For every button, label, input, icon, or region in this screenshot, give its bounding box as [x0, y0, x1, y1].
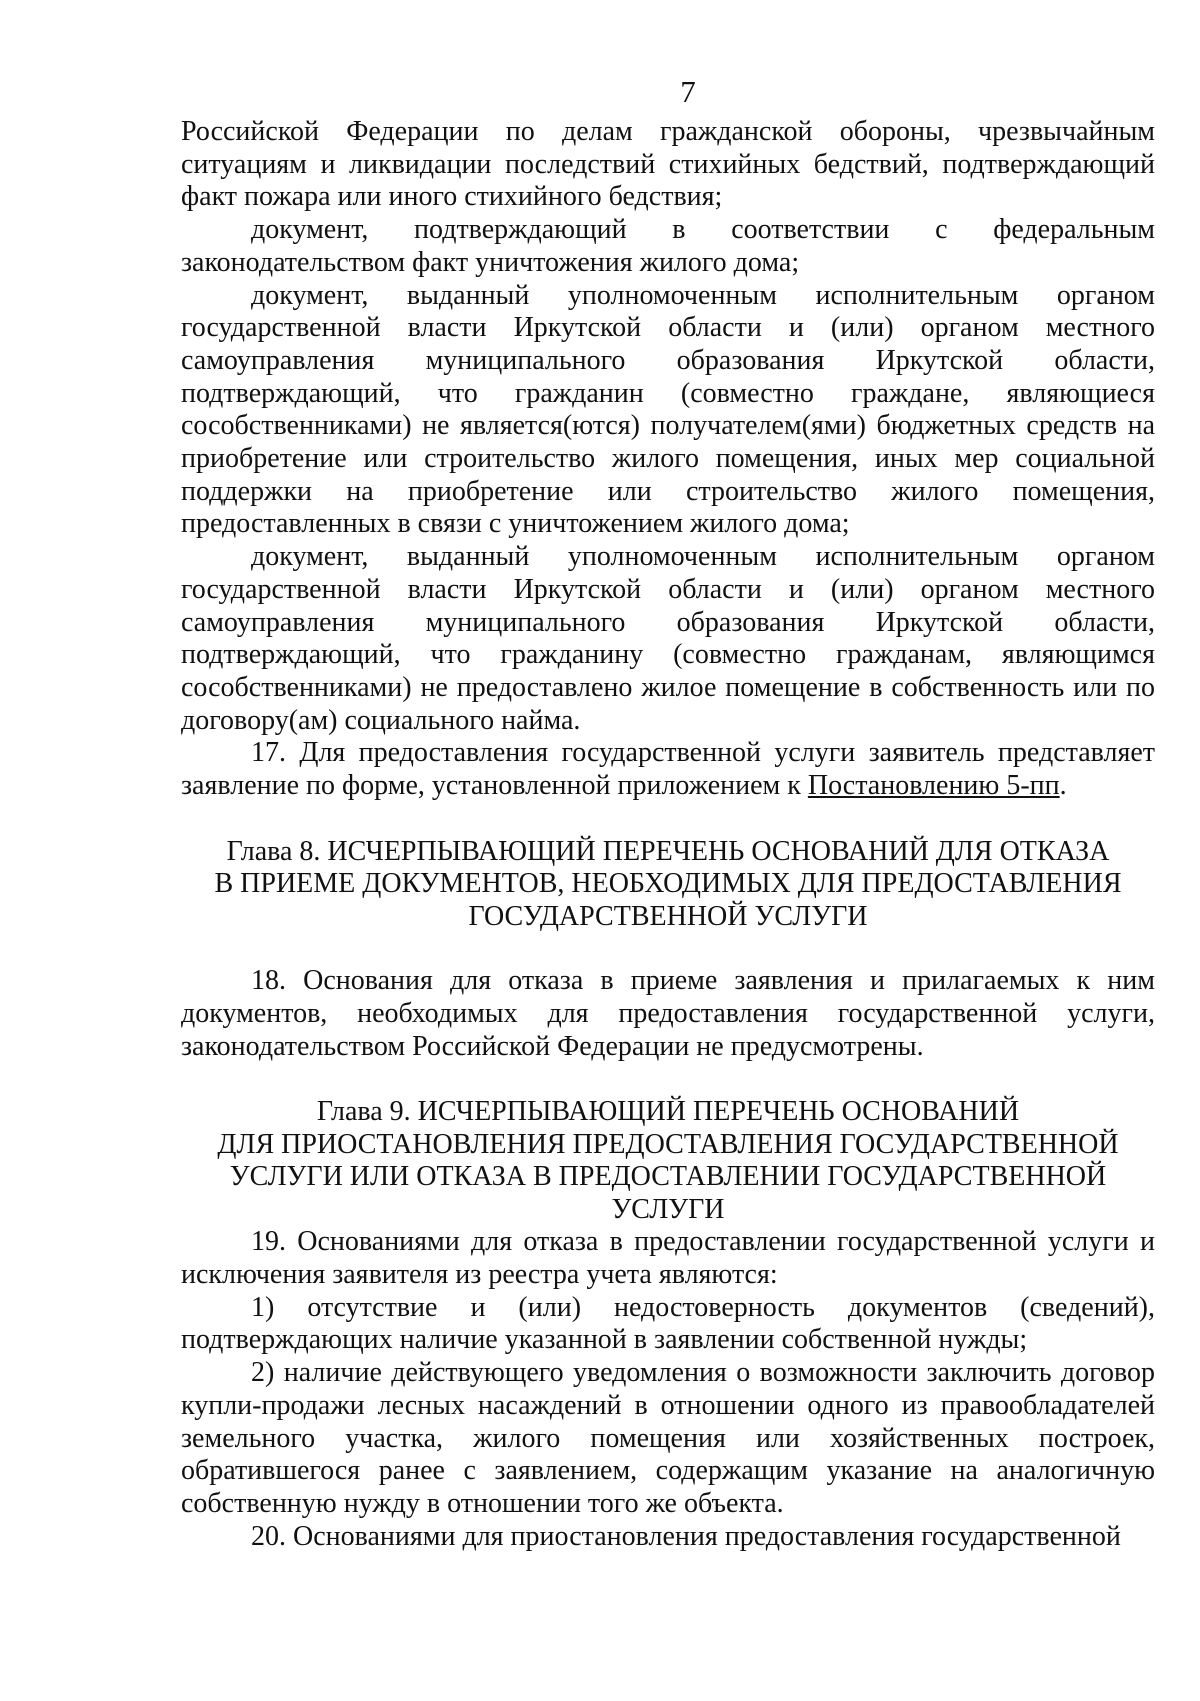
chapter-9-heading [181, 1096, 1155, 1226]
paragraph-document-budget: документ, выданный уполномоченным исполнительным органом государственной власти Иркутской области и (или) органом местного самоуправления муниципального образования Иркутской области, подтверждающий, что гражданин (совместно граждане, являющиеся сособственниками) не является(ются) получателем(ями) бюджетных средств на приобретение или строительство жилого помещения, иных мер социальной поддержки на приобретение или строительство жилого помещения, предоставленных в связи с уничтожением жилого дома; [181, 279, 1155, 540]
paragraph-continuation: Российской Федерации по делам гражданской обороны, чрезвычайным ситуациям и ликвидации последствий стихийных бедствий, подтверждающий факт пожара или иного стихийного бедствия; [181, 116, 1155, 213]
paragraph-item-17 [181, 737, 1155, 802]
paragraph-document-fire: документ, подтверждающий в соответствии с федеральным законодательством факт уничтожения жилого дома; [181, 214, 1155, 278]
item-17-text: 17. Для предоставления государственной услуги заявитель представляет заявление по форме, установленной приложением к [181, 737, 1155, 802]
paragraph-item-18: 18. Основания для отказа в приеме заявления и прилагаемых к ним документов, необходимых для предоставления государственной услуги, законодательством Российской Федерации не предусмотрены. [181, 965, 1155, 1062]
paragraph-item-20: 20. Основаниями для приостановления предоставления государственной [251, 1520, 1121, 1552]
item-17-end: . [1059, 770, 1067, 802]
paragraph-document-housing: документ, выданный уполномоченным исполнительным органом государственной власти Иркутской области и (или) органом местного самоуправления муниципального образования Иркутской области, подтверждающий, что гражданину (совместно гражданам, являющимся сособственниками) не предоставлено жилое помещение в собственность или по договору(ам) социального найма. [181, 541, 1155, 736]
chapter-8-line-3: ГОСУДАРСТВЕННОЙ УСЛУГИ [468, 900, 868, 932]
document-page [181, 72, 1155, 1553]
paragraph-item-19-2: 2) наличие действующего уведомления о возможности заключить договор купли-продажи лесных насаждений в отношении одного из правообладателей земельного участка, жилого помещения или хозяйственных построек, обратившегося ранее с заявлением, содержащим указание на аналогичную собственную нужду в отношении того же объекта. [181, 1357, 1155, 1519]
paragraph-item-19-1: 1) отсутствие и (или) недостоверность документов (сведений), подтверждающих наличие указанной в заявлении собственной нужды; [181, 1291, 1155, 1356]
resolution-link[interactable]: Постановлению 5-пп [807, 770, 1060, 802]
chapter-9-line-1: Глава 9. ИСЧЕРПЫВАЮЩИЙ ПЕРЕЧЕНЬ ОСНОВАНИЙ [316, 1096, 1020, 1128]
chapter-8-line-1: Глава 8. ИСЧЕРПЫВАЮЩИЙ ПЕРЕЧЕНЬ ОСНОВАНИЙ ДЛЯ ОТКАЗА [226, 835, 1110, 867]
page-number: 7 [680, 74, 696, 109]
chapter-9-line-2: ДЛЯ ПРИОСТАНОВЛЕНИЯ ПРЕДОСТАВЛЕНИЯ ГОСУДАРСТВЕННОЙ [217, 1128, 1119, 1160]
chapter-9-line-3: УСЛУГИ ИЛИ ОТКАЗА В ПРЕДОСТАВЛЕНИИ ГОСУДАРСТВЕННОЙ [229, 1161, 1107, 1193]
chapter-8-heading [181, 836, 1155, 934]
paragraph-item-19: 19. Основаниями для отказа в предоставлении государственной услуги и исключения заявителя из реестра учета являются: [181, 1226, 1155, 1291]
chapter-9-line-4: УСЛУГИ [611, 1193, 725, 1225]
chapter-8-line-2: В ПРИЕМЕ ДОКУМЕНТОВ, НЕОБХОДИМЫХ ДЛЯ ПРЕДОСТАВЛЕНИЯ [214, 868, 1122, 900]
